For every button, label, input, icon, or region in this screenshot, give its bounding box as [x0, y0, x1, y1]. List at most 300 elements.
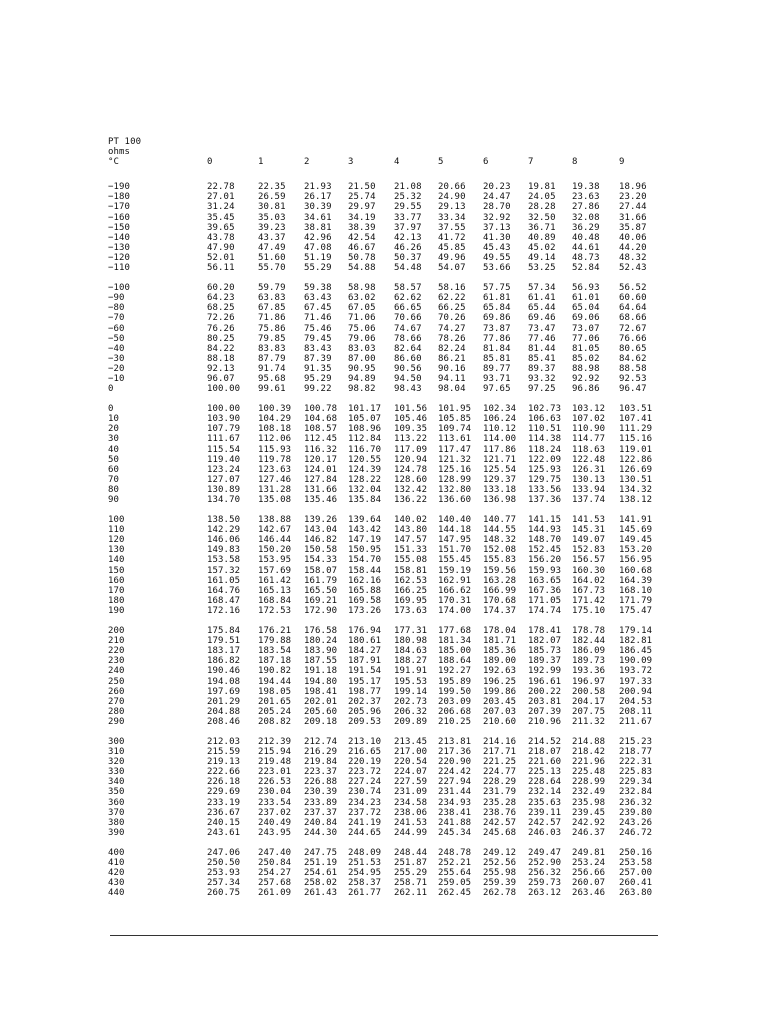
resistance-cell: 88.18 — [207, 353, 235, 364]
column-header: 8 — [572, 157, 578, 168]
resistance-cell: 233.89 — [304, 797, 338, 808]
resistance-cell: 125.16 — [438, 464, 472, 475]
resistance-cell: 56.52 — [619, 283, 647, 294]
resistance-cell: 174.00 — [438, 605, 472, 616]
resistance-cell: 32.92 — [483, 212, 511, 223]
resistance-cell: 23.20 — [619, 192, 647, 203]
resistance-cell: 109.74 — [438, 424, 472, 435]
resistance-cell: 192.99 — [528, 666, 562, 677]
resistance-cell: 45.43 — [483, 242, 511, 253]
resistance-cell: 139.64 — [348, 515, 382, 526]
resistance-cell: 247.40 — [258, 847, 292, 858]
resistance-cell: 192.27 — [438, 666, 472, 677]
resistance-cell: 95.29 — [304, 373, 332, 384]
resistance-cell: 259.73 — [528, 878, 562, 889]
resistance-cell: 65.84 — [483, 303, 511, 314]
resistance-cell: 261.09 — [258, 888, 292, 899]
resistance-cell: 238.41 — [438, 807, 472, 818]
resistance-cell: 227.24 — [348, 777, 382, 788]
resistance-cell: 101.17 — [348, 404, 382, 415]
resistance-cell: 25.74 — [348, 192, 376, 203]
resistance-cell: 229.34 — [619, 777, 653, 788]
resistance-cell: 230.74 — [348, 787, 382, 798]
resistance-cell: 241.88 — [438, 817, 472, 828]
resistance-cell: 188.64 — [438, 656, 472, 667]
resistance-cell: 220.54 — [394, 757, 428, 768]
resistance-cell: 221.60 — [528, 757, 562, 768]
resistance-cell: 228.99 — [572, 777, 606, 788]
column-header: 0 — [207, 157, 213, 168]
resistance-cell: 84.62 — [619, 353, 647, 364]
resistance-cell: 226.53 — [258, 777, 292, 788]
resistance-cell: 245.34 — [438, 827, 472, 838]
resistance-cell: 119.78 — [258, 454, 292, 465]
resistance-cell: 133.56 — [528, 484, 562, 495]
resistance-cell: 24.05 — [528, 192, 556, 203]
resistance-cell: 252.90 — [528, 858, 562, 868]
resistance-cell: 149.45 — [619, 535, 653, 546]
resistance-cell: 69.06 — [572, 313, 600, 324]
resistance-cell: 88.98 — [572, 363, 600, 374]
resistance-cell: 260.75 — [207, 888, 241, 899]
unit-ohms-label: ohms — [108, 147, 131, 158]
resistance-cell: 205.96 — [348, 706, 382, 717]
resistance-cell: 171.42 — [572, 595, 606, 606]
resistance-cell: 90.56 — [394, 363, 422, 374]
resistance-cell: 258.02 — [304, 878, 338, 889]
resistance-cell: 37.55 — [438, 222, 466, 233]
resistance-cell: 113.22 — [394, 434, 428, 445]
resistance-cell: 199.50 — [438, 686, 472, 697]
row-temperature: 400 — [108, 847, 125, 858]
resistance-cell: 75.86 — [258, 323, 286, 334]
resistance-cell: 66.65 — [394, 303, 422, 314]
resistance-cell: 251.19 — [304, 858, 338, 868]
resistance-cell: 199.14 — [394, 686, 428, 697]
resistance-cell: 89.77 — [483, 363, 511, 374]
resistance-cell: 195.89 — [438, 676, 472, 687]
resistance-cell: 205.60 — [304, 706, 338, 717]
resistance-cell: 85.02 — [572, 353, 600, 364]
resistance-cell: 118.24 — [528, 444, 562, 455]
resistance-cell: 75.06 — [348, 323, 376, 334]
resistance-cell: 63.83 — [258, 293, 286, 304]
resistance-cell: 262.11 — [394, 888, 428, 899]
resistance-cell: 225.48 — [572, 767, 606, 778]
resistance-cell: 161.79 — [304, 575, 338, 586]
resistance-cell: 133.94 — [572, 484, 606, 495]
resistance-cell: 117.86 — [483, 444, 517, 455]
resistance-cell: 242.57 — [528, 817, 562, 828]
resistance-cell: 32.08 — [572, 212, 600, 223]
resistance-cell: 196.61 — [528, 676, 562, 687]
resistance-cell: 215.23 — [619, 736, 653, 747]
resistance-cell: 256.32 — [528, 868, 562, 879]
resistance-cell: 42.96 — [304, 232, 332, 243]
resistance-cell: 230.04 — [258, 787, 292, 798]
resistance-cell: 259.05 — [438, 878, 472, 889]
resistance-cell: 59.79 — [258, 283, 286, 294]
resistance-cell: 40.06 — [619, 232, 647, 243]
resistance-cell: 191.54 — [348, 666, 382, 677]
resistance-cell: 53.25 — [528, 263, 556, 274]
resistance-cell: 98.82 — [348, 384, 376, 395]
resistance-cell: 196.25 — [483, 676, 517, 687]
resistance-cell: 215.59 — [207, 747, 241, 758]
resistance-cell: 175.47 — [619, 605, 653, 616]
resistance-cell: 234.93 — [438, 797, 472, 808]
resistance-cell: 91.74 — [258, 363, 286, 374]
resistance-cell: 21.08 — [394, 182, 422, 193]
row-temperature: −40 — [108, 343, 125, 354]
resistance-cell: 170.68 — [483, 595, 517, 606]
resistance-cell: 149.83 — [207, 545, 241, 556]
row-temperature: 420 — [108, 868, 125, 879]
resistance-cell: 33.77 — [394, 212, 422, 223]
resistance-cell: 73.87 — [483, 323, 511, 334]
resistance-cell: 223.37 — [304, 767, 338, 778]
resistance-cell: 120.55 — [348, 454, 382, 465]
column-header: 2 — [304, 157, 310, 168]
resistance-cell: 63.02 — [348, 293, 376, 304]
resistance-cell: 160.68 — [619, 565, 653, 576]
resistance-cell: 186.09 — [572, 646, 606, 657]
resistance-cell: 91.35 — [304, 363, 332, 374]
resistance-cell: 80.65 — [619, 343, 647, 354]
resistance-cell: 231.09 — [394, 787, 428, 798]
resistance-cell: 110.90 — [572, 424, 606, 435]
resistance-cell: 176.94 — [348, 626, 382, 637]
resistance-cell: 172.53 — [258, 605, 292, 616]
resistance-cell: 194.44 — [258, 676, 292, 687]
resistance-cell: 248.09 — [348, 847, 382, 858]
resistance-cell: 198.77 — [348, 686, 382, 697]
resistance-cell: 28.28 — [528, 202, 556, 213]
resistance-cell: 120.17 — [304, 454, 338, 465]
resistance-cell: 210.96 — [528, 716, 562, 727]
resistance-cell: 250.84 — [258, 858, 292, 868]
resistance-cell: 244.99 — [394, 827, 428, 838]
resistance-cell: 95.68 — [258, 373, 286, 384]
resistance-cell: 31.24 — [207, 202, 235, 213]
resistance-cell: 168.84 — [258, 595, 292, 606]
resistance-cell: 202.01 — [304, 696, 338, 707]
resistance-cell: 112.45 — [304, 434, 338, 445]
resistance-cell: 218.42 — [572, 747, 606, 758]
resistance-cell: 240.84 — [304, 817, 338, 828]
resistance-cell: 107.79 — [207, 424, 241, 435]
resistance-cell: 249.47 — [528, 847, 562, 858]
resistance-cell: 209.89 — [394, 716, 428, 727]
resistance-cell: 151.70 — [438, 545, 472, 556]
resistance-cell: 73.47 — [528, 323, 556, 334]
resistance-cell: 201.65 — [258, 696, 292, 707]
resistance-cell: 139.26 — [304, 515, 338, 526]
column-header: 9 — [619, 157, 625, 168]
resistance-cell: 30.39 — [304, 202, 332, 213]
resistance-cell: 144.18 — [438, 525, 472, 536]
resistance-cell: 131.66 — [304, 484, 338, 495]
resistance-cell: 140.40 — [438, 515, 472, 526]
resistance-cell: 143.04 — [304, 525, 338, 536]
resistance-cell: 204.53 — [619, 696, 653, 707]
resistance-cell: 101.56 — [394, 404, 428, 415]
resistance-cell: 202.73 — [394, 696, 428, 707]
resistance-cell: 117.47 — [438, 444, 472, 455]
resistance-cell: 99.22 — [304, 384, 332, 395]
resistance-cell: 105.07 — [348, 414, 382, 425]
resistance-cell: 128.22 — [348, 474, 382, 485]
resistance-cell: 101.95 — [438, 404, 472, 415]
resistance-cell: 219.13 — [207, 757, 241, 768]
resistance-cell: 172.16 — [207, 605, 241, 616]
row-temperature: 140 — [108, 555, 125, 566]
resistance-cell: 162.16 — [348, 575, 382, 586]
resistance-cell: 253.93 — [207, 868, 241, 879]
resistance-cell: 137.36 — [528, 495, 562, 505]
resistance-cell: 42.13 — [394, 232, 422, 243]
resistance-cell: 174.37 — [483, 605, 517, 616]
resistance-cell: 187.18 — [258, 656, 292, 667]
resistance-cell: 128.99 — [438, 474, 472, 485]
resistance-cell: 195.53 — [394, 676, 428, 687]
column-header: 5 — [438, 157, 444, 168]
resistance-cell: 128.60 — [394, 474, 428, 485]
resistance-cell: 57.75 — [483, 283, 511, 294]
resistance-cell: 158.44 — [348, 565, 382, 576]
column-header: 4 — [394, 157, 400, 168]
resistance-cell: 55.29 — [304, 263, 332, 274]
resistance-cell: 41.72 — [438, 232, 466, 243]
resistance-cell: 71.86 — [258, 313, 286, 324]
resistance-cell: 209.53 — [348, 716, 382, 727]
resistance-cell: 194.08 — [207, 676, 241, 687]
row-temperature: 90 — [108, 495, 120, 505]
resistance-cell: 217.71 — [483, 747, 517, 758]
resistance-cell: 144.93 — [528, 525, 562, 536]
resistance-cell: 99.61 — [258, 384, 286, 395]
resistance-cell: 241.53 — [394, 817, 428, 828]
resistance-cell: 64.64 — [619, 303, 647, 314]
resistance-cell: 232.14 — [528, 787, 562, 798]
row-temperature: 120 — [108, 535, 125, 546]
row-temperature: 10 — [108, 414, 120, 425]
resistance-cell: 243.95 — [258, 827, 292, 838]
row-temperature: 0 — [108, 384, 114, 395]
resistance-cell: 150.20 — [258, 545, 292, 556]
resistance-cell: 38.81 — [304, 222, 332, 233]
resistance-cell: 219.84 — [304, 757, 338, 768]
resistance-cell: 213.81 — [438, 736, 472, 747]
resistance-cell: 54.07 — [438, 263, 466, 274]
resistance-cell: 182.44 — [572, 636, 606, 647]
resistance-cell: 138.50 — [207, 515, 241, 526]
resistance-cell: 82.64 — [394, 343, 422, 354]
resistance-cell: 37.97 — [394, 222, 422, 233]
resistance-cell: 263.12 — [528, 888, 562, 899]
resistance-cell: 181.71 — [483, 636, 517, 647]
resistance-cell: 69.46 — [528, 313, 556, 324]
resistance-cell: 203.81 — [528, 696, 562, 707]
resistance-cell: 249.12 — [483, 847, 517, 858]
resistance-cell: 207.75 — [572, 706, 606, 717]
row-temperature: −130 — [108, 242, 131, 253]
resistance-cell: 74.67 — [394, 323, 422, 334]
row-temperature: 440 — [108, 888, 125, 899]
resistance-cell: 102.73 — [528, 404, 562, 415]
resistance-cell: 83.03 — [348, 343, 376, 354]
resistance-cell: 180.24 — [304, 636, 338, 647]
resistance-cell: 220.90 — [438, 757, 472, 768]
resistance-cell: 68.66 — [619, 313, 647, 324]
resistance-cell: 108.96 — [348, 424, 382, 435]
resistance-cell: 83.43 — [304, 343, 332, 354]
resistance-cell: 78.26 — [438, 333, 466, 344]
resistance-cell: 122.09 — [528, 454, 562, 465]
resistance-cell: 200.58 — [572, 686, 606, 697]
resistance-cell: 134.32 — [619, 484, 653, 495]
resistance-cell: 123.24 — [207, 464, 241, 475]
resistance-cell: 147.95 — [438, 535, 472, 546]
column-header: 1 — [258, 157, 264, 168]
resistance-cell: 230.39 — [304, 787, 338, 798]
resistance-cell: 212.03 — [207, 736, 241, 747]
resistance-cell: 22.35 — [258, 182, 286, 193]
resistance-cell: 72.26 — [207, 313, 235, 324]
resistance-cell: 227.59 — [394, 777, 428, 788]
resistance-cell: 51.60 — [258, 252, 286, 263]
resistance-cell: 123.63 — [258, 464, 292, 475]
resistance-cell: 222.66 — [207, 767, 241, 778]
resistance-cell: 213.10 — [348, 736, 382, 747]
resistance-cell: 258.37 — [348, 878, 382, 889]
row-temperature: 60 — [108, 464, 120, 475]
resistance-cell: 61.81 — [483, 293, 511, 304]
resistance-cell: 48.73 — [572, 252, 600, 263]
resistance-cell: 254.61 — [304, 868, 338, 879]
resistance-cell: 161.42 — [258, 575, 292, 586]
resistance-cell: 83.83 — [258, 343, 286, 354]
resistance-cell: 259.39 — [483, 878, 517, 889]
resistance-cell: 66.25 — [438, 303, 466, 314]
resistance-cell: 224.07 — [394, 767, 428, 778]
resistance-cell: 166.62 — [438, 585, 472, 596]
resistance-cell: 155.08 — [394, 555, 428, 566]
resistance-cell: 237.37 — [304, 807, 338, 818]
resistance-cell: 94.89 — [348, 373, 376, 384]
resistance-cell: 164.39 — [619, 575, 653, 586]
resistance-cell: 107.41 — [619, 414, 653, 425]
resistance-cell: 70.26 — [438, 313, 466, 324]
row-temperature: 70 — [108, 474, 120, 485]
row-temperature: −90 — [108, 293, 125, 304]
resistance-cell: 23.63 — [572, 192, 600, 203]
resistance-cell: 85.41 — [528, 353, 556, 364]
row-temperature: 350 — [108, 787, 125, 798]
resistance-cell: 126.31 — [572, 464, 606, 475]
resistance-cell: 73.07 — [572, 323, 600, 334]
resistance-cell: 239.11 — [528, 807, 562, 818]
row-temperature: 190 — [108, 605, 125, 616]
resistance-cell: 46.26 — [394, 242, 422, 253]
resistance-cell: 22.78 — [207, 182, 235, 193]
resistance-cell: 50.37 — [394, 252, 422, 263]
resistance-cell: 175.10 — [572, 605, 606, 616]
resistance-cell: 51.19 — [304, 252, 332, 263]
resistance-cell: 45.02 — [528, 242, 556, 253]
row-temperature: 40 — [108, 444, 120, 455]
resistance-cell: 147.57 — [394, 535, 428, 546]
resistance-cell: 132.04 — [348, 484, 382, 495]
resistance-cell: 262.78 — [483, 888, 517, 899]
resistance-cell: 231.44 — [438, 787, 472, 798]
resistance-cell: 19.38 — [572, 182, 600, 193]
resistance-cell: 214.16 — [483, 736, 517, 747]
resistance-cell: 88.58 — [619, 363, 647, 374]
resistance-cell: 92.13 — [207, 363, 235, 374]
resistance-cell: 239.45 — [572, 807, 606, 818]
resistance-cell: 176.58 — [304, 626, 338, 637]
resistance-cell: 240.15 — [207, 817, 241, 828]
resistance-cell: 26.59 — [258, 192, 286, 203]
resistance-cell: 218.77 — [619, 747, 653, 758]
resistance-cell: 130.51 — [619, 474, 653, 485]
row-temperature: 20 — [108, 424, 120, 435]
resistance-cell: 40.48 — [572, 232, 600, 243]
resistance-cell: 115.93 — [258, 444, 292, 455]
resistance-cell: 156.20 — [528, 555, 562, 566]
resistance-cell: 248.44 — [394, 847, 428, 858]
resistance-cell: 159.56 — [483, 565, 517, 576]
resistance-cell: 21.93 — [304, 182, 332, 193]
resistance-cell: 25.32 — [394, 192, 422, 203]
row-temperature: 310 — [108, 747, 125, 758]
resistance-cell: 42.54 — [348, 232, 376, 243]
resistance-cell: 162.91 — [438, 575, 472, 586]
resistance-cell: 76.66 — [619, 333, 647, 344]
row-temperature: 250 — [108, 676, 125, 687]
resistance-cell: 224.77 — [483, 767, 517, 778]
resistance-cell: 93.71 — [483, 373, 511, 384]
resistance-cell: 254.95 — [348, 868, 382, 879]
bottom-rule — [110, 935, 658, 936]
resistance-cell: 226.88 — [304, 777, 338, 788]
resistance-cell: 205.24 — [258, 706, 292, 717]
resistance-cell: 232.84 — [619, 787, 653, 798]
resistance-cell: 178.04 — [483, 626, 517, 637]
resistance-cell: 36.29 — [572, 222, 600, 233]
row-temperature: 290 — [108, 716, 125, 727]
resistance-cell: 224.42 — [438, 767, 472, 778]
resistance-cell: 200.22 — [528, 686, 562, 697]
resistance-cell: 159.19 — [438, 565, 472, 576]
resistance-cell: 180.61 — [348, 636, 382, 647]
resistance-cell: 100.39 — [258, 404, 292, 415]
resistance-cell: 208.11 — [619, 706, 653, 717]
resistance-cell: 189.37 — [528, 656, 562, 667]
resistance-cell: 238.76 — [483, 807, 517, 818]
resistance-cell: 203.09 — [438, 696, 472, 707]
row-temperature: 210 — [108, 636, 125, 647]
row-temperature: 360 — [108, 797, 125, 808]
resistance-cell: 178.78 — [572, 626, 606, 637]
resistance-cell: 58.16 — [438, 283, 466, 294]
resistance-cell: 164.76 — [207, 585, 241, 596]
resistance-cell: 59.38 — [304, 283, 332, 294]
resistance-cell: 215.94 — [258, 747, 292, 758]
resistance-cell: 40.89 — [528, 232, 556, 243]
resistance-cell: 238.06 — [394, 807, 428, 818]
